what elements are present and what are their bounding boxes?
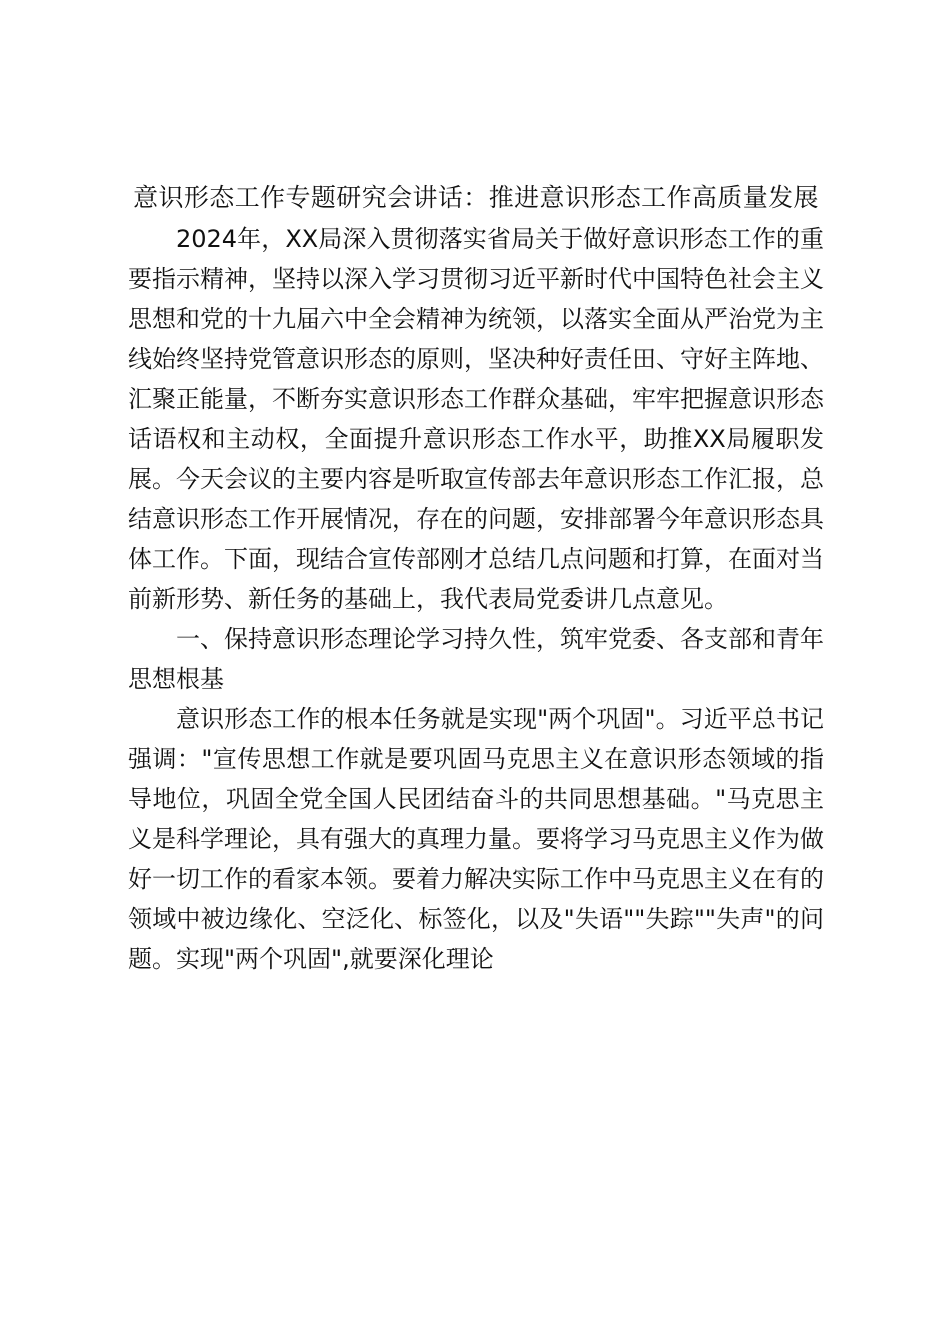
document-title: 意识形态工作专题研究会讲话：推进意识形态工作高质量发展 (133, 183, 819, 212)
section-1-paragraph: 意识形态工作的根本任务就是实现"两个巩固"。习近平总书记强调："宣传思想工作就是要巩固马克思主义在意识形态领域的指导地位，巩固全党全国人民团结奋斗的共同思想基础。"马克思主义是科学理论，具有强大的真理力量。要将学习马克思主义作为做好一切工作的看家本领。要着力解决实际工作中马克思主义在有的领域中被边缘化、空泛化、标签化，以及"失语""失踪""失声"的问题。实现"两个巩固",就要深化理论 (128, 705, 824, 973)
document-body (128, 176, 824, 979)
section-heading-1: 一、保持意识形态理论学习持久性，筑牢党委、各支部和青年思想根基 (128, 625, 824, 693)
intro-paragraph: 2024年，XX局深入贯彻落实省局关于做好意识形态工作的重要指示精神，坚持以深入学习贯彻习近平新时代中国特色社会主义思想和党的十九届六中全会精神为统领，以落实全面从严治党为主线始终坚持党管意识形态的原则，坚决种好责任田、守好主阵地、汇聚正能量，不断夯实意识形态工作群众基础，牢牢把握意识形态话语权和主动权，全面提升意识形态工作水平，助推XX局履职发展。今天会议的主要内容是听取宣传部去年意识形态工作汇报，总结意识形态工作开展情况，存在的问题，安排部署今年意识形态具体工作。下面，现结合宣传部刚才总结几点问题和打算，在面对当前新形势、新任务的基础上，我代表局党委讲几点意见。 (128, 225, 824, 613)
